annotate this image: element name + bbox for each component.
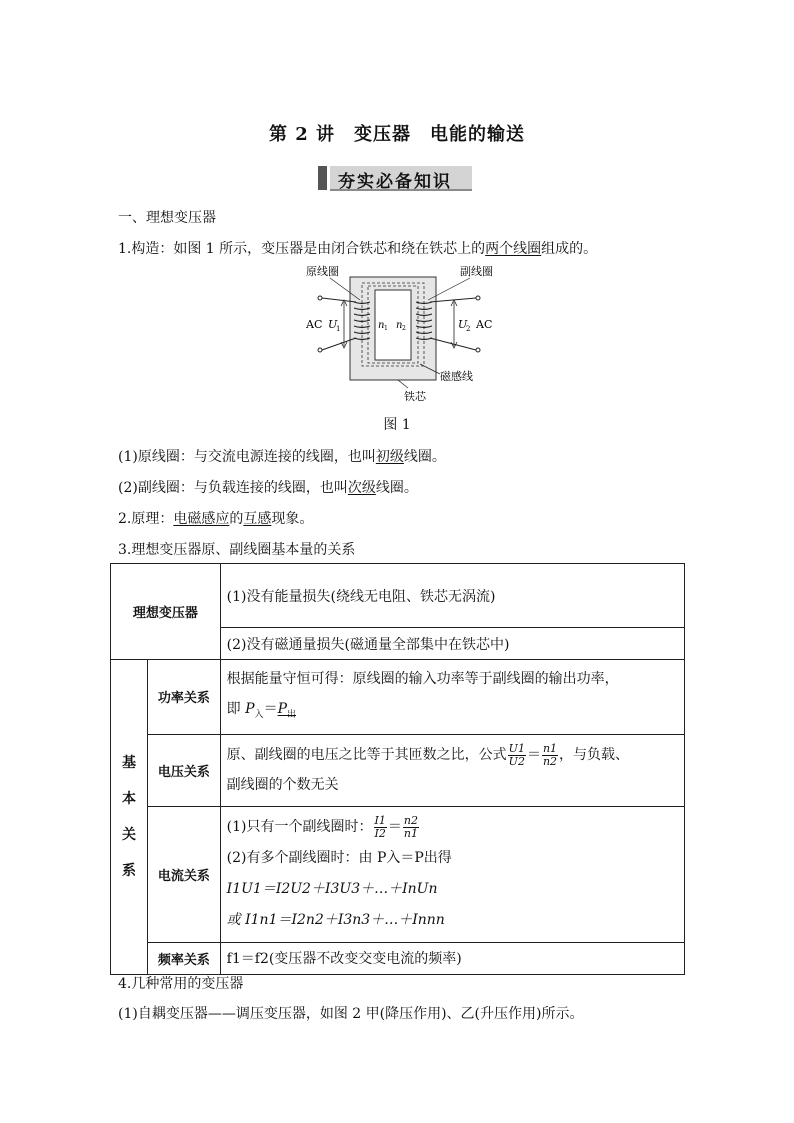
current-frac2-num: n2 (403, 813, 418, 827)
item-principle-underline-2: 互感 (243, 511, 272, 527)
item-principle-mid: 的 (229, 511, 244, 527)
figure-caption: 图 1 (383, 417, 411, 433)
table-row (111, 734, 685, 806)
section-heading: 一、理想变压器 (118, 210, 216, 226)
frequency-header: 频率关系 (148, 942, 221, 974)
current-formula-1: I1U1＝I2U2＋I3U3＋…＋InUn (226, 881, 438, 898)
label-n1: n (378, 320, 385, 331)
banner-text: 夯实必备知识 (338, 172, 452, 192)
label-ac-right: AC (476, 318, 493, 331)
power-in-symbol: P (245, 701, 255, 717)
label-ac-left: AC (306, 318, 323, 331)
item-structure-suffix: 组成的。 (541, 241, 598, 257)
voltage-cell (220, 734, 684, 806)
frequency-text: f1＝f2(变压器不改变交变电流的频率) (220, 942, 684, 974)
basic-relations-header (111, 660, 148, 975)
basic-char: 本 (122, 790, 136, 807)
current-frac1-num: I1 (374, 813, 386, 827)
current-formula-2: 或 I1n1＝I2n2＋I3n3＋…＋Innn (226, 912, 445, 929)
section-banner (318, 164, 474, 192)
item-principle-underline-1: 电磁感应 (173, 511, 230, 527)
power-formula-prefix: 即 (226, 701, 241, 717)
item-structure-underline: 两个线圈 (485, 241, 542, 257)
voltage-frac2-den: n2 (542, 754, 558, 768)
terminal-left-bottom (318, 348, 322, 352)
voltage-header: 电压关系 (148, 734, 221, 806)
voltage-text: 原、副线圈的电压之比等于其匝数之比，公式 (226, 747, 507, 764)
power-header: 功率关系 (148, 660, 221, 735)
label-n2: n (396, 320, 403, 331)
label-secondary: 副线圈 (460, 265, 493, 278)
item-primary-underline: 初级 (375, 449, 404, 465)
transformer-diagram (300, 262, 500, 410)
label-u1: U (328, 318, 338, 331)
table-row (111, 564, 685, 628)
item-common-transformers: 4.几种常用的变压器 (118, 976, 244, 992)
wire-right-bottom (430, 338, 476, 350)
item-principle-suffix: 现象。 (271, 511, 314, 527)
label-n1-sub: 1 (384, 325, 388, 332)
relations-table (110, 563, 685, 975)
table-row (111, 660, 685, 735)
voltage-eq: ＝ (526, 747, 541, 764)
current-frac2-den: n1 (403, 826, 418, 840)
ideal-cond-1: (1)没有能量损失(绕线无电阻、铁芯无涡流) (220, 564, 684, 628)
power-text: 根据能量守恒可得：原线圈的输入功率等于副线圈的输出功率， (226, 671, 619, 687)
basic-char: 关 (122, 826, 136, 843)
table-row (111, 942, 685, 974)
item-principle (118, 508, 313, 528)
terminal-right-bottom (476, 348, 480, 352)
power-in-sub: 入 (254, 709, 264, 720)
item-primary-text: (1)原线圈：与交流电源连接的线圈，也叫 (118, 449, 376, 465)
item-relations-heading: 3.理想变压器原、副线圈基本量的关系 (118, 542, 356, 558)
current-eq: ＝ (387, 819, 402, 836)
voltage-frac1-num: U1 (508, 741, 525, 755)
voltage-fraction-u (508, 743, 526, 768)
item-primary-suffix: 线圈。 (403, 449, 446, 465)
current-line-1 (227, 812, 678, 843)
item-secondary-text: (2)副线圈：与负载连接的线圈，也叫 (118, 480, 348, 496)
current-text-1: (1)只有一个副线圈时： (226, 819, 373, 836)
terminal-right-top (476, 296, 480, 300)
current-cell (220, 806, 684, 942)
label-flux: 磁感线 (440, 370, 473, 383)
current-frac1-den: I2 (374, 826, 386, 840)
current-fraction-n (403, 815, 419, 840)
voltage-line-1 (227, 740, 678, 770)
basic-char: 系 (122, 862, 136, 879)
voltage-fraction-n (542, 743, 558, 768)
label-n2-sub: 2 (402, 325, 406, 332)
item-secondary-underline: 次级 (347, 480, 376, 496)
terminal-left-top (318, 296, 322, 300)
banner-bar (318, 166, 327, 190)
label-u2-sub: 2 (466, 325, 471, 333)
item-structure-text: 1.构造：如图 1 所示，变压器是由闭合铁芯和绕在铁芯上的 (118, 241, 486, 257)
ideal-cond-2: (2)没有磁通量损失(磁通量全部集中在铁芯中) (220, 628, 684, 660)
label-u1-sub: 1 (336, 325, 341, 333)
label-core: 铁芯 (404, 390, 426, 403)
ideal-header: 理想变压器 (111, 564, 221, 660)
voltage-frac1-den: U2 (508, 754, 525, 768)
voltage-frac2-num: n1 (542, 741, 558, 755)
basic-char: 基 (122, 754, 136, 771)
item-principle-text: 2.原理： (118, 511, 174, 527)
item-secondary-coil (118, 477, 418, 497)
power-eq: ＝ (263, 701, 278, 717)
voltage-text-b: ，与负载、 (559, 747, 630, 764)
page-title: 第 2 讲 变压器 电能的输送 (268, 124, 526, 145)
current-text-2: (2)有多个副线圈时：由 P入＝P出得 (226, 850, 452, 867)
power-out-sub: 出 (286, 709, 296, 720)
current-header: 电流关系 (148, 806, 221, 942)
voltage-text-c: 副线圈的个数无关 (226, 777, 339, 794)
power-cell (220, 660, 684, 735)
label-primary: 原线圈 (306, 265, 339, 278)
power-out-symbol: P (277, 701, 287, 717)
item-secondary-suffix: 线圈。 (375, 480, 418, 496)
power-formula (227, 694, 678, 730)
leader-core (398, 380, 408, 388)
table-row (111, 806, 685, 942)
item-structure (118, 238, 597, 258)
item-primary-coil (118, 446, 446, 466)
current-fraction-i (374, 815, 387, 840)
label-u2: U (458, 318, 468, 331)
item-autotransformer: (1)自耦变压器——调压变压器，如图 2 甲(降压作用)、乙(升压作用)所示。 (118, 1006, 584, 1022)
